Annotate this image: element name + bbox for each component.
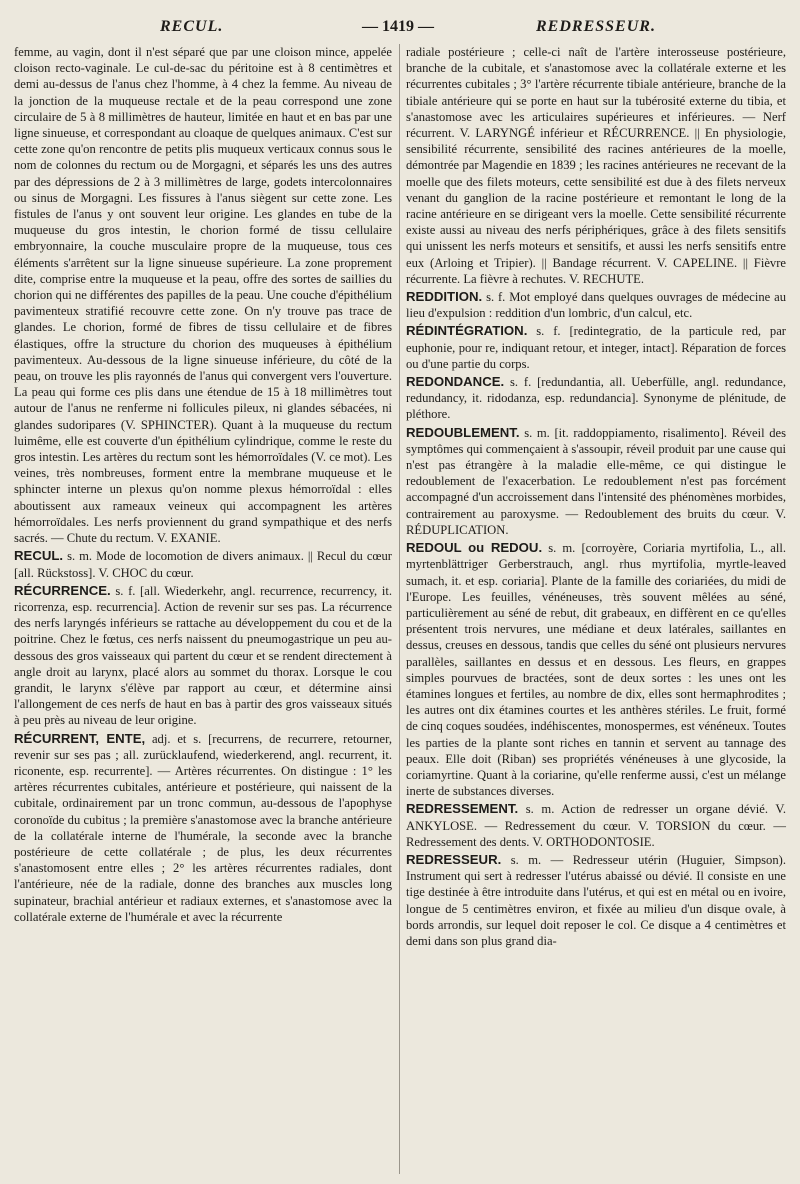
headword: RECUL. xyxy=(14,548,64,564)
entry-continuation: femme, au vagin, dont il n'est séparé que par une cloison mince, appelée cloison recto-vaginale. Le cul-de-sac du péritoine est à 8 centimètres et demi au-dessus de l'anus chez l'homme, à 4 chez la femme. Au niveau de la jonction de la muqueuse rectale et de la peau correspond une zone circulaire de 5 à 8 millimètres de hauteur, limitée en haut et en bas par une ligne sinueuse, et correspondant au cloaque de quelques animaux. C'est sur cette zone qu'on rencontre de petits plis muqueux verticaux connus sous le nom de colonnes du rectum ou de Morgagni, et séparés les uns des autres par des dépressions de 2 à 3 millimètres de large, godets intercolonnaires ou sinus de Morgagni. Les fissures à l'anus siègent sur cette zone. Les fistules de l'anus y ont souvent leur origine. Les glandes en tube de la muqueuse du gros intestin, le chorion formé de tissu cellulaire embryonnaire, la couche musculaire propre de la muqueuse, tous ces éléments s'arrêtent sur la ligne sinueuse supérieure. La zone proprement dite, comprise entre la muqueuse et la peau, offre des sortes de saillies du chorion qui ne différentes des papilles de la peau. Une couche d'épithélium pavimenteux stratifié recouvre cette zone. On n'y trouve pas trace de glandes. Le chorion, formé de fibres de tissu cellulaire et de fibres élastiques, offre la structure du chorion des muqueuses à épithélium pavimenteux. Au-dessous de la ligne sinueuse inférieure, du côté de la peau, on trouve les plis rayonnés de l'anus qui convergent vers l'ouverture. La peau qui forme ces plis dans une étendue de 15 à 18 millimètres tout autour de l'anus ne renferme ni follicules pileux, ni glandes sébacées, ni glandes sudoripares (V. SPHINCTER). Quant à la muqueuse du rectum luimême, elle est couverte d'un épithélium cylindrique, comme le reste du gros intestin. Les artères du rectum sont les hémorroïdales (V. ce mot). Les veines, très nombreuses, forment entre la membrane muqueuse et le sphincter interne un plexus qu'on nomme plexus hémorroïdal : elles aboutissent aux rameaux veineux qui accompagnent les artères hémorroïdales. Les nerfs proviennent du grand sympathique et des nerfs sacrés. — Chute du rectum. V. EXANIE. xyxy=(14,45,392,546)
left-column xyxy=(14,44,392,927)
headword: RÉDINTÉGRATION. xyxy=(406,323,528,339)
entry-redondance xyxy=(406,374,786,423)
entry-redoul xyxy=(406,540,786,799)
header-right-guide-word: REDRESSEUR. xyxy=(536,18,656,35)
definition: s. f. [redundantia, all. Ueberfülle, angl. redundance, redundancy, it. ridodanza, esp. redundancia]. Synonyme de plénitude, de pléthore. xyxy=(406,375,786,422)
definition: s. f. [all. Wiederkehr, angl. recurrence, recurrency, it. ricorrenza, esp. recurrencia]. Action de revenir sur ses pas. La récurrence des nerfs laryngés inférieurs se rattache au développement du cou et de la poitrine. Chez le fœtus, ces nerfs naissent du pneumogastrique un peu au-dessous des gros vaisseaux qui partent du cœur et se rendent directement à angle droit au larynx, placé alors au sommet du thorax. Lorsque le cou grandit, le larynx s'élève par rapport au cœur, et détermine ainsi l'allongement de ces nerfs de haut en bas à partir des gros vaisseaux situés à peu près au niveau de leur origine. xyxy=(14,583,392,728)
definition: s. m. [it. raddoppiamento, risalimento]. Réveil des symptômes qui commençaient à s'assoupir, réveil produit par une cause qui n'est pas étrangère à la maladie elle-même, ce qui distingue le redoublement de l'exacerbation. Le redoublement n'est pas forcément accompagné d'un accroissement dans l'intensité des phénomènes morbides, contrairement au paroxysme. — Redoublement des bruits du cœur. V. RÉDUPLICATION. xyxy=(406,425,786,537)
page-number: — 1419 — xyxy=(362,18,434,35)
definition: s. m. [corroyère, Coriaria myrtifolia, L., all. myrtenblättriger Gerberstrauch, angl. rhus myrtifolia, myrtle-leaved sumach, it. et esp. coriaria]. Plante de la famille des coriariées, du midi de l'Europe. Les feuilles, vénéneuses, très souvent mêlées au séné, particulièrement au séné de rebut, dit grabeaux, en diffèrent en ce qu'elles présentent trois nervures, une médiane et deux latérales, saillantes en dessus, creuses en dessous, tandis que celles du séné ont plusieurs nervures parallèles, saillantes en dessus et en dessous. Les fleurs, en grappes simples pourvues de bractées, sont de deux sortes : les unes ont les étamines longues et fertiles, au nombre de dix, elles sont hermaphrodites ; les autres ont dix étamines courtes et les anthères stériles. Le fruit, formé de cinq coques soudées, indéhiscentes, monospermes, est vénéneux. Toutes les parties de la plante sont riches en tannin et servent au tannage des peaux. Elle doit (Riban) ses propriétés vénéneuses à une glycoside, la coriamyrtine. Quant à la coriarine, qu'elle renferme aussi, c'est un mélange inerte de substances diverses. xyxy=(406,541,786,799)
headword: RÉCURRENCE. xyxy=(14,582,111,598)
entry-redintegration xyxy=(406,323,786,372)
definition: s. f. Mot employé dans quelques ouvrages de médecine au lieu d'expulsion : reddition d'un lombric, d'un calcul, etc. xyxy=(406,290,786,321)
headword: REDOUBLEMENT. xyxy=(406,424,520,440)
headword: REDOUL ou REDOU. xyxy=(406,540,543,556)
definition: s. m. Mode de locomotion de divers animaux. || Recul du cœur [all. Rückstoss]. V. CHOC du cœur. xyxy=(14,549,392,580)
column-divider xyxy=(399,44,400,1174)
definition: adj. et s. [recurrens, de recurrere, retourner, revenir sur ses pas ; all. zurücklaufend, wiederkerend, angl. recurrent, it. riconente, esp. recurrente]. — Artères récurrentes. On distingue : 1° les artères récurrentes cubitales, antérieure et postérieure, qui naissent de la cubitale, ordinairement par un tronc commun, au-dessous de l'apophyse coronoïde du cubitus ; la première s'anastomose avec la branche antérieure de la collatérale interne de l'humérale, la seconde avec la branche postérieure de cette collatérale ; de plus, les deux récurrentes s'anastomosent entre elles ; 2° les artères récurrentes radiales, dont l'antérieure, née de la radiale, donne des branches aux muscles long supinateur, brachial antérieur et radiaux externes, et s'anastomose avec la collatérale externe de l'humérale et avec la récurrente xyxy=(14,731,392,924)
entry-recurrent xyxy=(14,731,392,925)
headword: REDRESSEMENT. xyxy=(406,801,519,817)
running-header xyxy=(0,14,800,44)
headword: REDRESSEUR. xyxy=(406,851,502,867)
entry-recurrence xyxy=(14,583,392,729)
definition: s. m. Action de redresser un organe dévié. V. ANKYLOSE. — Redressement du cœur. V. TORSION du cœur. — Redressement des dents. V. ORTHODONTOSIE. xyxy=(406,802,786,849)
header-left-guide-word: RECUL. xyxy=(160,18,224,35)
definition: s. m. — Redresseur utérin (Huguier, Simpson). Instrument qui sert à redresser l'utérus abaissé ou dévié. Il consiste en une tige destinée à être introduite dans l'utérus, et qui est en métal ou en ivoire, longue de 5 centimètres environ, et fixée au milieu d'un disque ovale, à bords arrondis, sur lequel doit reposer le col. Ce disque a 4 centimètres et demi dans son plus grand dia- xyxy=(406,852,786,948)
entry-continuation: radiale postérieure ; celle-ci naît de l'artère interosseuse postérieure, branche de la cubitale, et s'anastomose avec la collatérale externe et les récurrentes cubitales ; 3° l'artère récurrente tibiale antérieure, branche de la tibiale antérieure qui se porte en haut sur la tubérosité externe du tibia, et s'anastomose avec les articulaires supérieures et inférieures. — Nerf récurrent. V. LARYNGÉ inférieur et RÉCURRENCE. || En physiologie, sensibilité récurrente, sensibilité des racines antérieures de la moelle, démontrée par Magendie en 1839 ; les racines antérieures ne recevant de la moelle que des filets moteurs, cette sensibilité est due à des filets nerveux venant du ganglion de la racine postérieure et remontant le long de la racine antérieure en se dirigeant vers la moelle. Cette sensibilité récurrente existe aussi au niveau des nerfs périphériques, grâce à des filets sensitifs qui unissent les nerfs moteurs et sensitifs, et aussi les nerfs sensitifs entre eux (Arloing et Tripier). || Bandage récurrent. V. CAPELINE. || Fièvre récurrente. La fièvre à rechutes. V. RECHUTE. xyxy=(406,45,786,286)
entry-redresseur xyxy=(406,852,786,949)
entry-recul xyxy=(14,548,392,580)
right-column xyxy=(406,44,786,951)
entry-reddition xyxy=(406,289,786,321)
definition: s. f. [redintegratio, de la particule red, par euphonie, pour re, indiquant retour, et integer, intact]. Réparation de forces ou d'une partie du corps. xyxy=(406,324,786,371)
entry-redressement xyxy=(406,801,786,850)
headword: REDONDANCE. xyxy=(406,374,505,390)
headword: REDDITION. xyxy=(406,289,483,305)
headword: RÉCURRENT, ENTE, xyxy=(14,730,146,746)
entry-redoublement xyxy=(406,425,786,538)
